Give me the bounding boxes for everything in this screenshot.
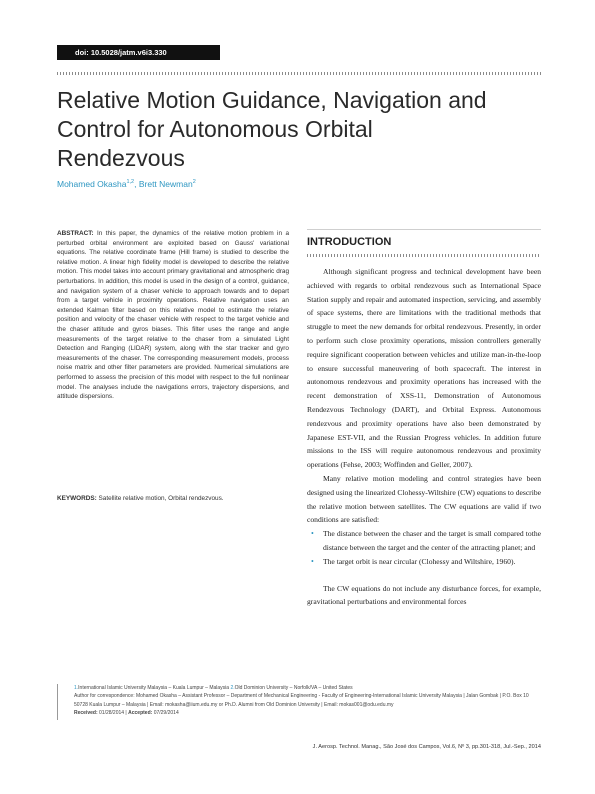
author-okasha-affil: 1,2 bbox=[126, 179, 135, 186]
bullet-icon: • bbox=[311, 529, 314, 539]
section-heading-introduction: INTRODUCTION bbox=[307, 236, 392, 248]
introduction-body bbox=[307, 265, 541, 609]
paper-title: Relative Motion Guidance, Navigation and Control for Autonomous Orbital Rendezvous bbox=[57, 87, 487, 171]
intro-paragraph-2: Many relative motion modeling and control strategies have been designed using the linearized Clohessy-Wiltshire (CW) equations to describe the relative motion between satellites. The CW equations are valid if two conditions are satisfied: bbox=[307, 473, 541, 525]
accepted-date: 07/29/2014 bbox=[152, 709, 179, 716]
keywords-text: Satellite relative motion, Orbital rendezvous. bbox=[96, 495, 224, 502]
bullet-icon: • bbox=[311, 556, 314, 566]
intro-paragraph-1: Although significant progress and technical development have been achieved with regards to orbital rendezvous such as International Space Station supply and repair and automated inspection, servicing, and assembly of space systems, there are limitations with the traditional methods that struggle to meet the new demands for orbital rendezvous. Presently, in order to perform such close proximity operations, mission controllers generally require significant cooperation between vehicles and utilize man-in-the-loop to ensure successful maneuvering of both spacecraft. The interest in autonomous rendezvous and proximity operations has increased with the recent demonstration of XSS-11, Demonstration of Autonomous Rendezvous Technology (DART), and Orbital Express. Autonomous rendezvous and proximity operations have also been demonstrated by Japanese EST-VII, and the Russian Progress vehicles. In addition future missions to the ISS will require autonomous rendezvous and proximity operations (Fehse, 2003; Woffinden and Geller, 2007). bbox=[307, 267, 541, 470]
keywords bbox=[57, 494, 289, 504]
intro-paragraph-3: The CW equations do not include any disturbance forces, for example, gravitational perturbations and environmental forces bbox=[307, 583, 541, 607]
list-item bbox=[311, 527, 541, 555]
journal-reference: J. Aerosp. Technol. Manag., São José dos Campos, Vol.6, Nº 3, pp.301-318, Jul.-Sep., 2014 bbox=[312, 744, 541, 750]
list-item-text: The distance between the chaser and the target is small compared tothe distance between the target and the center of the attracting planet; and bbox=[323, 529, 541, 552]
abstract-label: ABSTRACT: bbox=[57, 230, 94, 237]
author-separator: , bbox=[134, 179, 139, 189]
author-okasha[interactable]: Mohamed Okasha bbox=[57, 179, 127, 189]
author-list bbox=[57, 179, 196, 189]
affiliation-1: International Islamic University Malaysia – Kuala Lumpur – Malaysia bbox=[78, 685, 230, 691]
list-item bbox=[311, 555, 541, 569]
author-newman-affil: 2 bbox=[192, 179, 196, 186]
footnotes bbox=[74, 684, 541, 717]
correspondence: Author for correspondence: Mohamed Okasha – Assistant Professor – Department of Mechanical Engineering - Faculty of Engineering-International Islamic University Malaysia | Jalan Gombak | P.O. Box 10 50728 Kuala Lumpur – Malaysia | Email: mokasha@iium.edu.my or Ph.D. Alumni from Old Dominion University | Email: mokas001@odu.edu.my bbox=[74, 693, 529, 708]
list-item-text: The target orbit is near circular (Clohessy and Wiltshire, 1960). bbox=[323, 556, 516, 566]
intro-heading-divider bbox=[307, 254, 541, 257]
received-label: Received: bbox=[74, 709, 98, 716]
footnote-marker-bar bbox=[57, 684, 58, 720]
cw-conditions-list bbox=[307, 527, 541, 568]
affil-number-2: 2. bbox=[230, 685, 235, 691]
received-date: 01/28/2014 | bbox=[97, 709, 129, 716]
affiliation-2: Old Dominion University – Norfolk/VA – United States bbox=[234, 685, 353, 691]
affiliations bbox=[74, 684, 541, 692]
intro-top-rule bbox=[307, 229, 541, 230]
header-divider bbox=[57, 72, 541, 75]
keywords-label: KEYWORDS: bbox=[57, 495, 97, 502]
abstract-text: In this paper, the dynamics of the relative motion problem in a perturbed orbital environment are exploited based on Gauss' variational equations. The relative coordinate frame (Hill frame) is studied to describe the relative motion. A linear high fidelity model is developed to describe the relative motion. This model takes into account primary gravitational and atmospheric drag perturbations. In addition, this model is used in the design of a control, guidance, and navigation system of a chaser vehicle to approach towards and to depart from a target vehicle in proximity operations. Relative navigation uses an extended Kalman filter based on this relative model to estimate the relative position and velocity of the chaser vehicle with respect to the target vehicle and the chaser attitude and gyros biases. This filter uses the range and angle measurements of the target relative to the chaser from a simulated Light Detection and Ranging (LIDAR) system, along with the star tracker and gyro measurements of the chaser. The corresponding measurement models, process noise matrix and other filter parameters are provided. Numerical simulations are performed to assess the precision of this model with respect to the full nonlinear model. The analyses include the navigations errors, trajectory dispersions, and attitude dispersions. bbox=[57, 230, 289, 401]
abstract bbox=[57, 229, 289, 402]
accepted-label: Accepted: bbox=[128, 709, 153, 716]
author-newman[interactable]: Brett Newman bbox=[138, 179, 193, 189]
dates bbox=[74, 709, 541, 717]
affil-number-1: 1. bbox=[74, 685, 79, 691]
doi-banner[interactable]: doi: 10.5028/jatm.v6i3.330 bbox=[57, 45, 220, 60]
